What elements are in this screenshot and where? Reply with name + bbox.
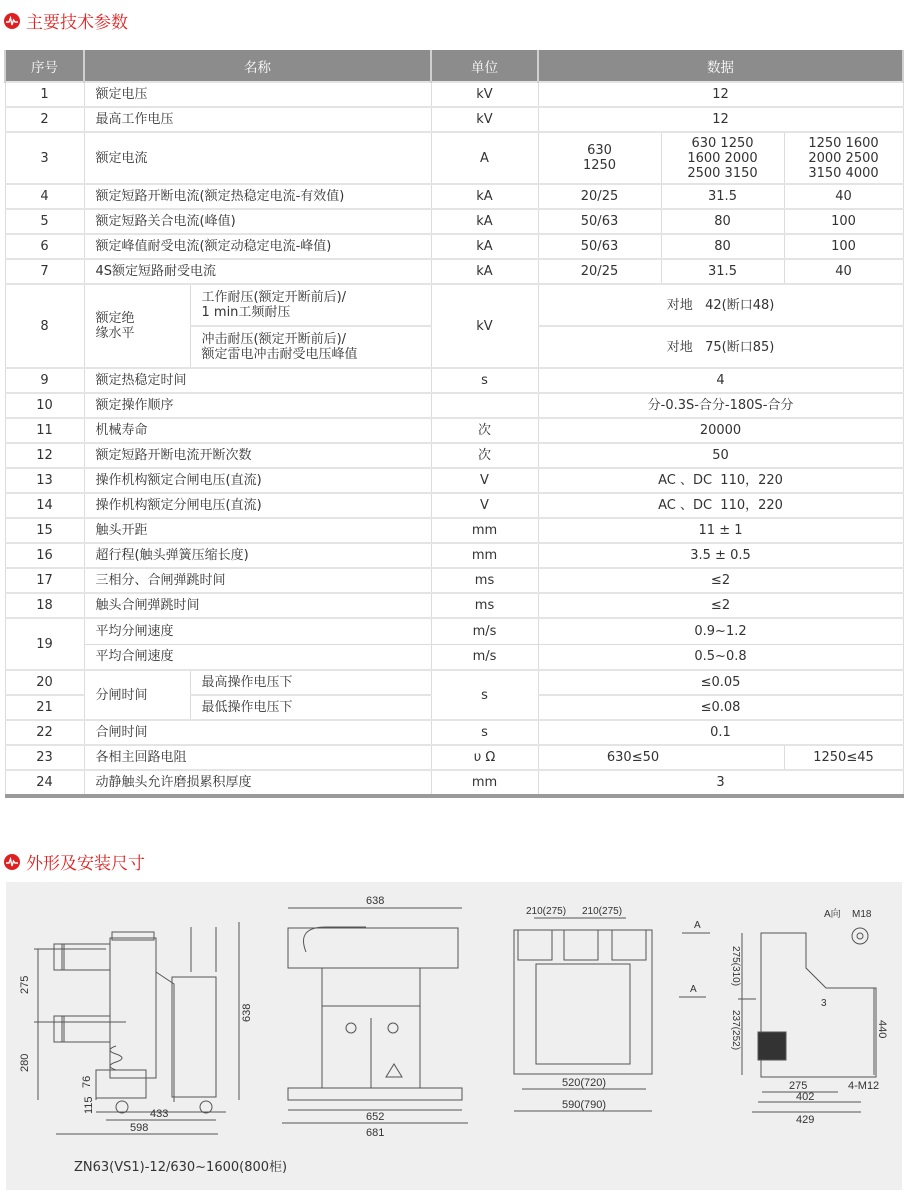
row-unit: υ Ω [431,745,538,770]
table-row [5,644,903,670]
row-name: 三相分、合闸弹跳时间 [84,568,431,593]
row-unit: s [431,720,538,745]
row-unit: V [431,493,538,518]
row-name: 额定短路开断电流开断次数 [84,443,431,468]
dim-402: 402 [796,1091,815,1103]
row-unit: kA [431,234,538,259]
row-value-a: 0.9~1.2 [538,618,903,644]
row-value-1: 20/25 [538,184,661,209]
row-name-a: 平均分闸速度 [84,618,431,644]
row-no: 24 [5,770,84,796]
table-row [5,493,903,518]
table-row [5,234,903,259]
row-name: 额定绝 缘水平 [84,284,190,368]
dim-590: 590(790) [562,1099,607,1111]
row-value: 3.5 ± 0.5 [538,543,903,568]
row-value: 12 [538,82,903,107]
header-name: 名称 [84,50,431,82]
row-unit: ms [431,593,538,618]
pulse-icon [4,13,20,29]
table-row [5,107,903,132]
row-name-b: 平均合闸速度 [84,644,431,670]
dim-440: 440 [876,1020,888,1039]
row-value: ≤0.05 [538,670,903,695]
dim-275-310: 275(310) [730,946,741,987]
table-row [5,745,903,770]
table-row [5,568,903,593]
row-no: 20 [5,670,84,695]
table-row [5,259,903,284]
row-no: 4 [5,184,84,209]
dim-638-front: 638 [366,895,385,907]
row-no: 18 [5,593,84,618]
dim-429: 429 [796,1114,815,1126]
table-row [5,284,903,326]
row-value-2: 对地 75(断口85) [538,326,903,368]
dim-115: 115 [83,1096,95,1114]
specs-title-text: 主要技术参数 [26,13,128,33]
row-unit [431,393,538,418]
row-no: 8 [5,284,84,368]
table-row [5,518,903,543]
front-view-drawing [282,908,468,1123]
row-unit: mm [431,770,538,796]
row-value: 12 [538,107,903,132]
row-name: 4S额定短路耐受电流 [84,259,431,284]
row-name: 额定操作顺序 [84,393,431,418]
m12-label: 4-M12 [848,1080,880,1092]
row-unit: kV [431,284,538,368]
row-value: 11 ± 1 [538,518,903,543]
row-no: 15 [5,518,84,543]
row-unit: kA [431,259,538,284]
row-name: 触头开距 [84,518,431,543]
table-row [5,184,903,209]
row-value: 50 [538,443,903,468]
view-a-label: A向 [824,909,841,920]
table-row [5,543,903,568]
dim-433: 433 [150,1108,169,1120]
row-unit: 次 [431,418,538,443]
row-name: 额定电流 [84,132,431,184]
dim-76: 76 [81,1075,93,1088]
dim-210-a: 210(275) [526,906,567,917]
row-no: 23 [5,745,84,770]
dim-652: 652 [366,1111,385,1123]
pulse-icon [4,854,20,870]
row-no: 22 [5,720,84,745]
spec-table [4,50,904,798]
row-unit: mm [431,543,538,568]
dim-520: 520(720) [562,1077,607,1089]
header-unit: 单位 [431,50,538,82]
mark-3: 3 [821,998,827,1009]
row-no: 13 [5,468,84,493]
row-value: 0.1 [538,720,903,745]
row-value: AC 、DC 110，220 [538,468,903,493]
row-no: 21 [5,695,84,720]
dim-598: 598 [130,1122,149,1134]
table-row [5,132,903,184]
row-name: 各相主回路电阻 [84,745,431,770]
row-unit: kA [431,184,538,209]
table-row [5,418,903,443]
dim-275-mount: 275 [789,1080,808,1092]
table-row [5,393,903,418]
row-value-2: 80 [661,234,784,259]
row-value-1: 50/63 [538,234,661,259]
dim-681: 681 [366,1127,385,1139]
row-value: ≤2 [538,593,903,618]
row-value-3: 100 [784,234,903,259]
table-header [5,50,903,82]
row-unit: kV [431,82,538,107]
row-value-1: 对地 42(断口48) [538,284,903,326]
row-value-2: 1250≤45 [784,745,903,770]
row-no: 6 [5,234,84,259]
row-no: 1 [5,82,84,107]
row-name: 触头合闸弹跳时间 [84,593,431,618]
row-unit: A [431,132,538,184]
row-name: 额定短路开断电流(额定热稳定电流-有效值) [84,184,431,209]
row-value-1: 630≤50 [538,745,784,770]
row-value-2: 31.5 [661,259,784,284]
table-row [5,368,903,393]
row-unit-b: m/s [431,644,538,670]
row-name: 额定热稳定时间 [84,368,431,393]
table-row [5,82,903,107]
row-no: 14 [5,493,84,518]
row-value-3: 40 [784,259,903,284]
section-title-specs [4,8,128,33]
header-data: 数据 [538,50,903,82]
header-no: 序号 [5,50,84,82]
row-name: 额定电压 [84,82,431,107]
drawing-caption: ZN63(VS1)-12/630~1600(800柜) [74,1160,288,1175]
row-unit: s [431,670,538,720]
table-row [5,618,903,644]
dim-210-b: 210(275) [582,906,623,917]
row-no: 17 [5,568,84,593]
row-value-3: 1250 1600 2000 2500 3150 4000 [784,132,903,184]
table-row [5,670,903,695]
row-value: 20000 [538,418,903,443]
row-unit: 次 [431,443,538,468]
dimensions-title-text: 外形及安装尺寸 [26,854,145,874]
mount-view-drawing [679,928,876,1112]
row-subname-1: 工作耐压(额定开断前后)/ 1 min工频耐压 [190,284,431,326]
row-value-1: 20/25 [538,259,661,284]
row-value-3: 40 [784,184,903,209]
row-value: 分-0.3S-合分-180S-合分 [538,393,903,418]
table-row [5,720,903,745]
row-name: 合闸时间 [84,720,431,745]
row-no: 19 [5,618,84,670]
row-name: 最高操作电压下 [190,670,431,695]
row-name: 动静触头允许磨损累积厚度 [84,770,431,796]
row-value-b: 0.5~0.8 [538,644,903,670]
row-name: 额定短路关合电流(峰值) [84,209,431,234]
row-no: 5 [5,209,84,234]
row-group-name: 分闸时间 [84,670,190,720]
row-name: 机械寿命 [84,418,431,443]
row-value-2: 80 [661,209,784,234]
row-value-2: 31.5 [661,184,784,209]
row-unit-a: m/s [431,618,538,644]
dim-280: 280 [19,1053,31,1072]
row-value-1: 50/63 [538,209,661,234]
row-value: AC 、DC 110，220 [538,493,903,518]
row-name: 操作机构额定分闸电压(直流) [84,493,431,518]
technical-drawings [6,882,902,1190]
table-row [5,770,903,796]
row-value-1: 630 1250 [538,132,661,184]
row-no: 9 [5,368,84,393]
table-row [5,593,903,618]
row-value-3: 100 [784,209,903,234]
row-unit: kA [431,209,538,234]
row-unit: s [431,368,538,393]
dim-237-252: 237(252) [730,1010,741,1051]
row-value: ≤2 [538,568,903,593]
table-row [5,209,903,234]
row-no: 16 [5,543,84,568]
row-unit: kV [431,107,538,132]
row-unit: V [431,468,538,493]
arrow-a-top: A [694,920,701,931]
row-no: 12 [5,443,84,468]
row-name: 操作机构额定合闸电压(直流) [84,468,431,493]
arrow-a-bottom: A [690,984,697,995]
side-view-drawing [34,922,239,1134]
dim-638-side: 638 [241,1003,253,1022]
row-value: 3 [538,770,903,796]
row-value: 4 [538,368,903,393]
dim-275: 275 [19,975,31,994]
row-value-2: 630 1250 1600 2000 2500 3150 [661,132,784,184]
row-subname-2: 冲击耐压(额定开断前后)/ 额定雷电冲击耐受电压峰值 [190,326,431,368]
drawings-panel [6,882,902,1190]
row-name: 额定峰值耐受电流(额定动稳定电流-峰值) [84,234,431,259]
section-title-dimensions [4,849,145,874]
row-no: 2 [5,107,84,132]
row-no: 7 [5,259,84,284]
row-name: 超行程(触头弹簧压缩长度) [84,543,431,568]
row-name: 最高工作电压 [84,107,431,132]
row-no: 10 [5,393,84,418]
row-name: 最低操作电压下 [190,695,431,720]
row-value: ≤0.08 [538,695,903,720]
m18-label: M18 [852,909,872,920]
table-row [5,443,903,468]
row-no: 3 [5,132,84,184]
row-unit: mm [431,518,538,543]
row-unit: ms [431,568,538,593]
row-no: 11 [5,418,84,443]
table-row [5,468,903,493]
